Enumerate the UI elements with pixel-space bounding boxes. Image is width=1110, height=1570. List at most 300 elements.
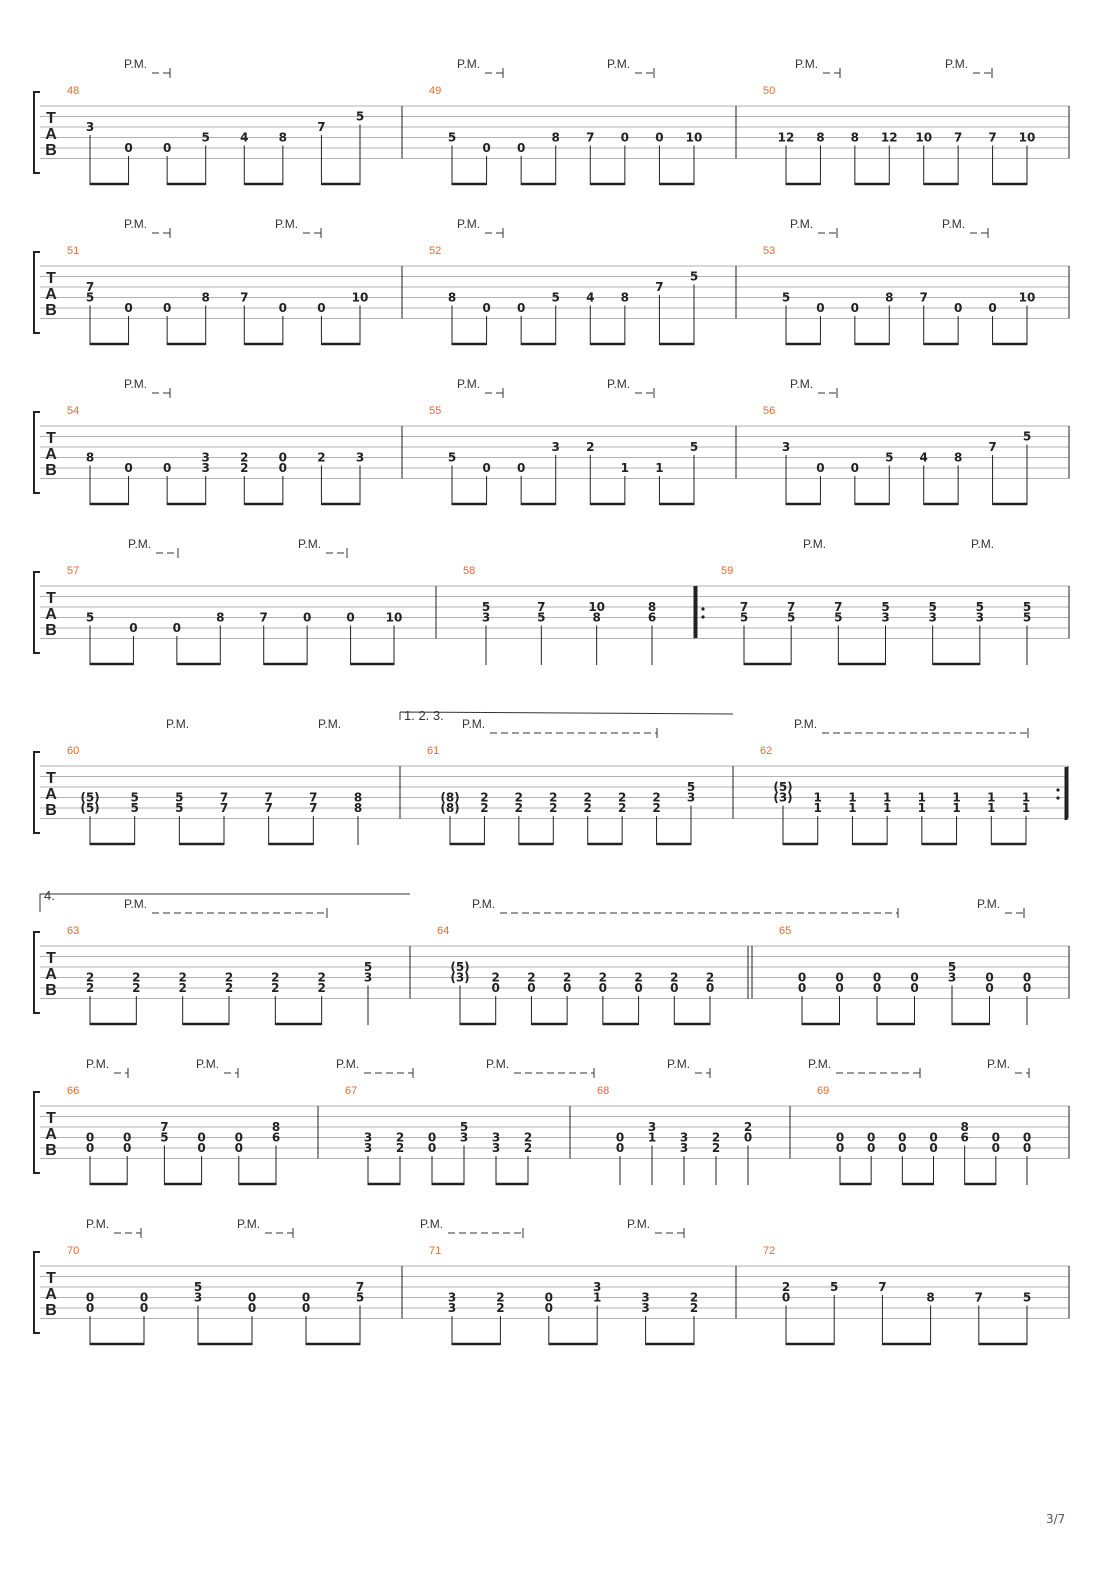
system-bracket — [34, 752, 40, 833]
fret-number: 7 — [264, 790, 273, 805]
palm-mute-label: P.M. — [457, 377, 481, 391]
tab-clef-t: T — [46, 1110, 56, 1127]
fret-number: 5 — [834, 610, 843, 625]
fret-number: 5 — [193, 1280, 203, 1294]
tab-clef-a: A — [45, 786, 57, 803]
fret-number: 7 — [309, 790, 318, 805]
palm-mute-label: P.M. — [808, 1057, 832, 1071]
page-number: 3/7 — [1046, 1512, 1066, 1526]
fret-number: 0 — [816, 301, 825, 315]
fret-number: 8 — [447, 290, 457, 305]
fret-number: 7 — [355, 1280, 365, 1294]
fret-number: 0 — [527, 981, 536, 995]
fret-number: 5 — [781, 290, 791, 305]
tab-clef-a: A — [45, 446, 57, 463]
fret-number: 2 — [705, 970, 715, 985]
fret-number: 3 — [363, 1141, 373, 1155]
fret-number: 8 — [353, 801, 363, 815]
fret-number: 7 — [259, 610, 268, 625]
fret-number: 3 — [686, 790, 696, 805]
fret-number: 3 — [363, 1130, 373, 1145]
fret-number: 2 — [670, 970, 679, 985]
fret-number: 5 — [885, 450, 894, 465]
system-bracket — [34, 92, 40, 173]
fret-number: 1 — [917, 790, 927, 805]
fret-number: 0 — [123, 1141, 132, 1155]
fret-number: 0 — [670, 981, 679, 995]
fret-number: 0 — [705, 981, 715, 995]
fret-number: 2 — [178, 970, 187, 985]
fret-number: 0 — [910, 981, 919, 995]
palm-mute-label: P.M. — [977, 897, 1001, 911]
measure-number: 52 — [429, 245, 442, 257]
fret-number: 0 — [991, 1141, 1001, 1155]
fret-number: 1 — [882, 790, 892, 805]
fret-number: 0 — [816, 461, 825, 475]
fret-number: 5 — [363, 960, 373, 974]
system-bracket — [34, 932, 40, 1013]
fret-number: 0 — [247, 1290, 257, 1305]
fret-number: 8 — [620, 290, 630, 305]
tab-clef-t: T — [46, 430, 56, 447]
fret-number: 2 — [496, 1301, 505, 1315]
fret-number: 3 — [551, 440, 560, 454]
palm-mute-label: P.M. — [486, 1057, 510, 1071]
palm-mute-label: P.M. — [790, 377, 814, 391]
fret-number: 5 — [175, 801, 184, 815]
fret-number: 5 — [537, 610, 546, 625]
fret-number: 4 — [240, 130, 249, 145]
fret-number: 3 — [975, 610, 985, 625]
measure-number: 54 — [67, 405, 80, 417]
fret-number: 0 — [172, 621, 182, 635]
repeat-dot — [1056, 796, 1059, 799]
fret-number: 0 — [197, 1141, 206, 1155]
fret-number: 8 — [960, 1120, 969, 1134]
fret-number: 3 — [481, 610, 491, 625]
fret-number: 3 — [781, 440, 791, 454]
fret-number: 0 — [985, 970, 994, 985]
tab-clef-b: B — [45, 802, 57, 819]
fret-number: 10 — [351, 290, 369, 305]
tab-clef-b: B — [45, 302, 57, 319]
tab-clef-a: A — [45, 126, 57, 143]
fret-number: 3 — [641, 1290, 650, 1305]
fret-number: 2 — [395, 1130, 405, 1145]
fret-number: 3 — [447, 1301, 457, 1315]
palm-mute-label: P.M. — [86, 1057, 110, 1071]
palm-mute-label: P.M. — [318, 717, 342, 731]
fret-number: 7 — [878, 1280, 887, 1294]
fret-number: 2 — [85, 981, 95, 995]
fret-number: 0 — [850, 461, 860, 475]
fret-number: 8 — [850, 130, 860, 145]
fret-number: 1 — [593, 1290, 602, 1305]
fret-number: 7 — [786, 600, 796, 614]
fret-number: (8) — [440, 801, 460, 815]
fret-number: 3 — [363, 970, 373, 985]
repeat-dot — [701, 607, 704, 610]
fret-number: 0 — [655, 130, 664, 145]
fret-number: 0 — [1022, 981, 1032, 995]
palm-mute-label: P.M. — [457, 217, 481, 231]
measure-number: 70 — [67, 1245, 80, 1257]
fret-number: 0 — [516, 141, 526, 155]
fret-number: 0 — [139, 1290, 149, 1305]
measure-number: 64 — [437, 925, 450, 937]
fret-number: 2 — [514, 790, 524, 805]
fret-number: 8 — [353, 790, 363, 805]
fret-number: 0 — [866, 1141, 876, 1155]
fret-number: 3 — [355, 450, 365, 465]
palm-mute-label: P.M. — [298, 537, 322, 551]
fret-number: 0 — [781, 1290, 791, 1305]
palm-mute-label: P.M. — [420, 1217, 444, 1231]
fret-number: 5 — [160, 1130, 169, 1145]
fret-number: 2 — [496, 1290, 505, 1305]
fret-number: 1 — [655, 461, 664, 475]
fret-number: 0 — [898, 1141, 907, 1155]
fret-number: 8 — [278, 130, 288, 145]
measure-number: 48 — [67, 85, 80, 97]
fret-number: 0 — [301, 1301, 311, 1315]
tab-clef-t: T — [46, 110, 56, 127]
fret-number: 3 — [447, 1290, 457, 1305]
tab-clef-b: B — [45, 462, 57, 479]
fret-number: (3) — [773, 790, 793, 805]
fret-number: 3 — [491, 1141, 501, 1155]
fret-number: 1 — [917, 801, 927, 815]
palm-mute-label: P.M. — [795, 57, 819, 71]
fret-number: 0 — [835, 970, 844, 985]
fret-number: 5 — [975, 600, 985, 614]
fret-number: 2 — [711, 1130, 721, 1145]
fret-number: 5 — [355, 1290, 365, 1305]
fret-number: 0 — [866, 1130, 876, 1145]
fret-number: 8 — [885, 290, 894, 305]
fret-number: 5 — [1022, 1290, 1032, 1305]
fret-number: 10 — [685, 130, 703, 145]
fret-number: 0 — [129, 621, 138, 635]
tab-clef-t: T — [46, 590, 56, 607]
fret-number: 8 — [953, 450, 963, 465]
fret-number: 3 — [201, 450, 210, 465]
fret-number: 1 — [848, 790, 857, 805]
fret-number: 1 — [882, 801, 892, 815]
palm-mute-label: P.M. — [124, 217, 148, 231]
palm-mute-label: P.M. — [336, 1057, 360, 1071]
fret-number: 0 — [162, 141, 172, 155]
tab-clef-t: T — [46, 1270, 56, 1287]
fret-number: 0 — [516, 461, 526, 475]
fret-number: 10 — [588, 600, 606, 614]
fret-number: 5 — [355, 109, 365, 124]
fret-number: 5 — [1022, 429, 1032, 444]
fret-number: 12 — [880, 130, 898, 145]
fret-number: 7 — [834, 600, 843, 614]
measure-number: 50 — [763, 85, 776, 97]
fret-number: 8 — [216, 610, 225, 625]
fret-number: 0 — [620, 130, 630, 145]
fret-number: 3 — [593, 1280, 602, 1294]
fret-number: 0 — [1022, 970, 1032, 985]
tab-clef-a: A — [45, 966, 57, 983]
fret-number: 0 — [835, 1130, 845, 1145]
fret-number: 7 — [219, 801, 229, 815]
fret-number: 5 — [130, 790, 139, 805]
repeat-dot — [1056, 788, 1059, 791]
fret-number: 1 — [813, 790, 822, 805]
measure-number: 72 — [763, 1245, 776, 1257]
volta-bracket — [40, 894, 410, 912]
measure-number: 62 — [760, 745, 773, 757]
fret-number: 0 — [123, 1130, 132, 1145]
fret-number: 8 — [816, 130, 825, 145]
fret-number: 2 — [562, 970, 572, 985]
palm-mute-label: P.M. — [627, 1217, 651, 1231]
fret-number: 0 — [615, 1130, 625, 1145]
fret-number: 5 — [447, 450, 457, 465]
fret-number: 7 — [240, 290, 249, 305]
fret-number: (3) — [450, 970, 470, 985]
fret-number: 7 — [988, 130, 997, 145]
tab-clef-b: B — [45, 1142, 57, 1159]
fret-number: 2 — [743, 1120, 753, 1134]
tab-clef-b: B — [45, 142, 57, 159]
fret-number: 5 — [459, 1120, 469, 1134]
tab-clef-b: B — [45, 622, 57, 639]
measure-number: 59 — [721, 565, 734, 577]
fret-number: 0 — [985, 981, 994, 995]
fret-number: 2 — [240, 461, 249, 475]
palm-mute-label: P.M. — [942, 217, 966, 231]
fret-number: 2 — [317, 970, 326, 985]
fret-number: 2 — [689, 1290, 699, 1305]
system-bracket — [34, 1092, 40, 1173]
palm-mute-label: P.M. — [237, 1217, 261, 1231]
fret-number: 5 — [786, 610, 796, 625]
fret-number: 0 — [850, 301, 860, 315]
fret-number: 0 — [139, 1301, 149, 1315]
fret-number: 10 — [385, 610, 403, 625]
fret-number: 2 — [224, 970, 234, 985]
fret-number: 3 — [491, 1130, 501, 1145]
palm-mute-label: P.M. — [790, 217, 814, 231]
fret-number: 3 — [679, 1130, 689, 1145]
palm-mute-label: P.M. — [987, 1057, 1011, 1071]
measure-number: 60 — [67, 745, 80, 757]
fret-number: 6 — [647, 610, 657, 625]
fret-number: 0 — [598, 981, 608, 995]
fret-number: 2 — [271, 970, 280, 985]
fret-number: 4 — [586, 290, 595, 305]
fret-number: 0 — [234, 1130, 243, 1145]
tab-clef-b: B — [45, 1302, 57, 1319]
fret-number: 3 — [193, 1290, 203, 1305]
fret-number: (5) — [80, 790, 100, 805]
system-bracket — [34, 1252, 40, 1333]
fret-number: 2 — [491, 970, 500, 985]
fret-number: 1 — [620, 461, 630, 475]
fret-number: 1 — [987, 801, 996, 815]
fret-number: 2 — [271, 981, 280, 995]
fret-number: 5 — [551, 290, 560, 305]
palm-mute-label: P.M. — [607, 377, 631, 391]
volta-bracket — [400, 712, 733, 720]
fret-number: 7 — [739, 600, 749, 614]
palm-mute-label: P.M. — [607, 57, 631, 71]
measure-number: 53 — [763, 245, 776, 257]
fret-number: 0 — [562, 981, 572, 995]
fret-number: 0 — [301, 1290, 311, 1305]
fret-number: 0 — [124, 141, 133, 155]
fret-number: 0 — [317, 301, 326, 315]
fret-number: 2 — [132, 981, 141, 995]
fret-number: 2 — [523, 1130, 533, 1145]
fret-number: 8 — [201, 290, 210, 305]
fret-number: 7 — [309, 801, 318, 815]
fret-number: 3 — [201, 461, 210, 475]
fret-number: 2 — [523, 1141, 533, 1155]
fret-number: 5 — [830, 1280, 839, 1294]
system-bracket — [34, 412, 40, 493]
fret-number: 5 — [928, 600, 937, 614]
fret-number: 5 — [85, 610, 95, 625]
fret-number: 2 — [317, 981, 326, 995]
fret-number: 0 — [491, 981, 500, 995]
fret-number: 0 — [615, 1141, 625, 1155]
fret-number: 7 — [988, 440, 997, 454]
fret-number: 2 — [549, 801, 558, 815]
fret-number: 2 — [711, 1141, 721, 1155]
palm-mute-label: P.M. — [457, 57, 481, 71]
fret-number: 8 — [85, 450, 95, 465]
fret-number: 2 — [85, 970, 95, 985]
fret-number: 2 — [132, 970, 141, 985]
measure-number: 58 — [463, 565, 476, 577]
fret-number: 0 — [910, 970, 919, 985]
fret-number: 0 — [85, 1301, 95, 1315]
fret-number: 0 — [516, 301, 526, 315]
tab-clef-a: A — [45, 606, 57, 623]
fret-number: 0 — [1022, 1141, 1032, 1155]
palm-mute-label: P.M. — [124, 57, 148, 71]
fret-number: 0 — [85, 1130, 95, 1145]
fret-number: 1 — [952, 790, 961, 805]
fret-number: 2 — [586, 440, 595, 454]
fret-number: 7 — [219, 790, 229, 805]
fret-number: 6 — [960, 1130, 969, 1145]
fret-number: 2 — [317, 450, 326, 465]
tab-clef-t: T — [46, 950, 56, 967]
fret-number: 0 — [929, 1130, 938, 1145]
fret-number: 5 — [1022, 600, 1032, 614]
fret-number: (5) — [80, 801, 100, 815]
fret-number: 6 — [271, 1130, 281, 1145]
fret-number: 0 — [1022, 1130, 1032, 1145]
fret-number: 2 — [583, 790, 592, 805]
fret-number: 5 — [1022, 610, 1032, 625]
fret-number: 0 — [482, 461, 491, 475]
tab-clef-t: T — [46, 270, 56, 287]
palm-mute-label: P.M. — [945, 57, 969, 71]
fret-number: 5 — [130, 801, 139, 815]
fret-number: 5 — [447, 130, 457, 145]
fret-number: 7 — [953, 130, 963, 145]
system-bracket — [34, 572, 40, 653]
fret-number: 0 — [124, 301, 133, 315]
fret-number: 1 — [848, 801, 857, 815]
fret-number: 10 — [1018, 130, 1036, 145]
fret-number: 0 — [544, 1290, 553, 1305]
measure-number: 71 — [429, 1245, 442, 1257]
fret-number: (5) — [773, 780, 793, 794]
fret-number: 1 — [1021, 790, 1031, 805]
measure-number: 67 — [345, 1085, 358, 1097]
fret-number: 0 — [835, 981, 844, 995]
fret-number: 0 — [797, 981, 807, 995]
fret-number: 2 — [224, 981, 234, 995]
measure-number: 51 — [67, 245, 80, 257]
measure-number: 68 — [597, 1085, 610, 1097]
fret-number: 1 — [1021, 801, 1031, 815]
fret-number: 8 — [592, 610, 601, 625]
fret-number: 5 — [881, 600, 890, 614]
fret-number: 5 — [947, 960, 957, 974]
fret-number: 0 — [278, 450, 288, 465]
fret-number: 0 — [544, 1301, 553, 1315]
fret-number: 8 — [926, 1290, 935, 1305]
fret-number: 0 — [929, 1141, 938, 1155]
fret-number: 5 — [481, 600, 491, 614]
fret-number: 3 — [641, 1301, 650, 1315]
fret-number: 3 — [647, 1120, 657, 1134]
palm-mute-label: P.M. — [275, 217, 299, 231]
measure-number: 66 — [67, 1085, 80, 1097]
fret-number: 0 — [427, 1130, 437, 1145]
fret-number: 0 — [797, 970, 807, 985]
fret-number: 0 — [427, 1141, 437, 1155]
fret-number: 0 — [278, 301, 288, 315]
fret-number: 10 — [1018, 290, 1036, 305]
fret-number: 2 — [617, 790, 627, 805]
fret-number: 2 — [395, 1141, 405, 1155]
fret-number: 7 — [160, 1120, 169, 1134]
fret-number: 10 — [915, 130, 933, 145]
fret-number: 12 — [777, 130, 795, 145]
repeat-dot — [701, 615, 704, 618]
fret-number: 3 — [459, 1130, 469, 1145]
palm-mute-label: P.M. — [667, 1057, 691, 1071]
fret-number: 0 — [482, 301, 491, 315]
fret-number: 3 — [85, 120, 95, 134]
fret-number: 2 — [549, 790, 558, 805]
fret-number: 2 — [598, 970, 608, 985]
fret-number: 2 — [240, 450, 249, 465]
palm-mute-label: P.M. — [124, 897, 148, 911]
palm-mute-label: P.M. — [462, 717, 486, 731]
tab-clef-b: B — [45, 982, 57, 999]
fret-number: 0 — [991, 1130, 1001, 1145]
volta-label: 4. — [44, 888, 55, 903]
fret-number: 0 — [835, 1141, 845, 1155]
fret-number: 2 — [178, 981, 187, 995]
fret-number: 0 — [162, 461, 172, 475]
fret-number: 0 — [85, 1290, 95, 1305]
fret-number: 0 — [346, 610, 355, 625]
fret-number: 0 — [872, 981, 882, 995]
fret-number: 1 — [952, 801, 961, 815]
